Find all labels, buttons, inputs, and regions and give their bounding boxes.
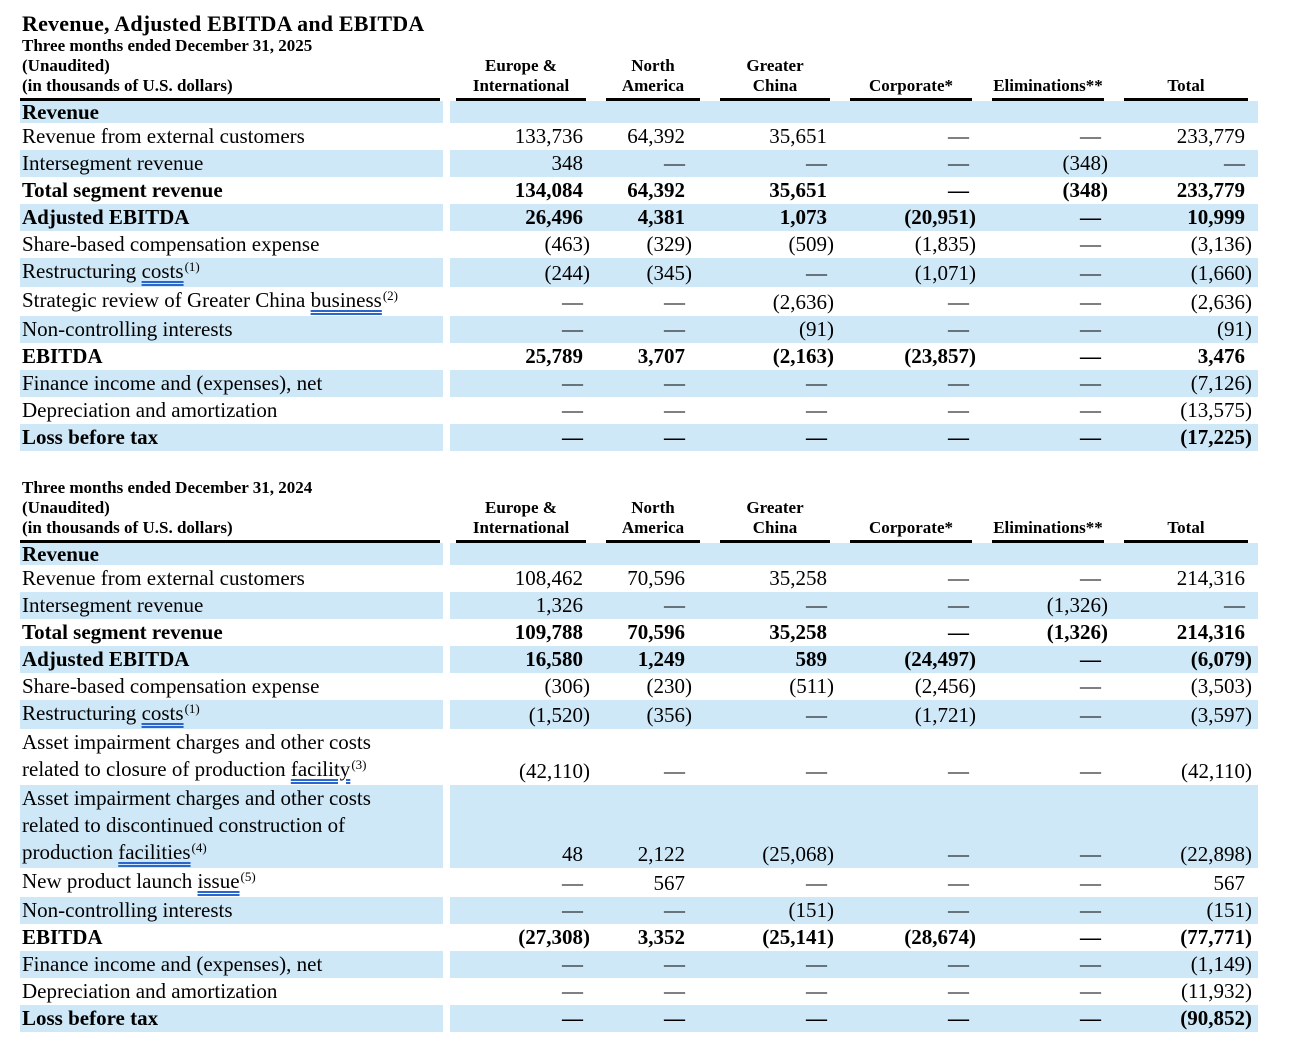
value-cell-corp: — — [840, 951, 982, 978]
value-cell-elim: — — [1080, 344, 1101, 368]
column-header-gc: Greater China — [710, 36, 840, 101]
value-cell-na: — — [664, 398, 685, 422]
value-cell-eu: 16,580 — [446, 646, 596, 673]
value-cell-elim: (1,326 ) — [1046, 620, 1108, 644]
value-cell-eu: — — [446, 897, 596, 924]
table-row — [20, 343, 1258, 370]
footnote-link[interactable]: facility — [290, 757, 351, 781]
row-label: Non-controlling interests — [20, 897, 446, 924]
report-title: Revenue, Adjusted EBITDA and EBITDA — [22, 11, 425, 36]
value-cell-elim: — — [982, 1005, 1114, 1032]
value-cell-tot: (7,126 ) — [1114, 370, 1258, 397]
value-cell-corp: — — [948, 178, 969, 202]
value-cell-na: 64,392 — [627, 124, 685, 148]
value-cell-elim: — — [982, 700, 1114, 729]
value-cell-gc: (2,636 ) — [772, 290, 834, 314]
column-header-na: North America — [596, 36, 710, 101]
row-label: Adjusted EBITDA — [20, 646, 446, 673]
table-row — [20, 397, 1258, 424]
value-cell-corp: — — [948, 124, 969, 148]
value-cell-gc: 1,073 — [710, 204, 840, 231]
value-cell-elim: — — [1080, 290, 1101, 314]
value-cell-eu: — — [446, 951, 596, 978]
table-row — [20, 729, 1258, 785]
header-row — [20, 36, 1258, 101]
value-cell-gc: 35,258 — [769, 620, 827, 644]
units-label: (in thousands of U.S. dollars) — [22, 76, 233, 95]
row-label: EBITDA — [22, 344, 103, 368]
value-cell-tot: (6,079 ) — [1114, 646, 1258, 673]
value-cell-corp: — — [948, 871, 969, 895]
segment-tables-container — [20, 36, 1278, 1032]
value-cell-eu: 109,788 — [446, 619, 596, 646]
row-label: Intersegment revenue — [20, 150, 446, 177]
value-cell-elim: — — [982, 951, 1114, 978]
value-cell-na: 64,392 — [627, 178, 685, 202]
value-cell-elim: — — [982, 646, 1114, 673]
value-cell-gc: — — [806, 979, 827, 1003]
value-cell-elim: — — [1080, 674, 1101, 698]
value-cell-na: — — [596, 897, 710, 924]
value-cell-eu: 1,326 — [446, 592, 596, 619]
value-cell-corp: — — [948, 979, 969, 1003]
value-cell-na: — — [596, 1005, 710, 1032]
value-cell-tot: (22,898 ) — [1114, 785, 1258, 868]
row-label: Non-controlling interests — [20, 316, 446, 343]
value-cell-tot: (1,149 ) — [1114, 951, 1258, 978]
value-cell-corp — [840, 543, 982, 565]
value-cell-na: — — [596, 592, 710, 619]
value-cell-eu: — — [446, 1005, 596, 1032]
table-row — [20, 619, 1258, 646]
value-cell-tot: — — [1114, 150, 1258, 177]
value-cell-na — [596, 543, 710, 565]
value-cell-corp: — — [948, 290, 969, 314]
value-cell-gc: — — [806, 398, 827, 422]
row-label: EBITDA — [22, 925, 103, 949]
value-cell-tot: (151 ) — [1114, 897, 1258, 924]
value-cell-tot: (3,503 ) — [1190, 674, 1252, 698]
segment-table-three-months-2025 — [20, 36, 1262, 451]
value-cell-tot: (42,110 ) — [1181, 759, 1252, 783]
column-header-na: North America — [596, 478, 710, 543]
row-label: Intersegment revenue — [20, 592, 446, 619]
column-header-eu: Europe & International — [446, 478, 596, 543]
value-cell-na: — — [596, 424, 710, 451]
value-cell-gc: 35,651 — [769, 124, 827, 148]
column-header-corp: Corporate* — [840, 36, 982, 101]
column-header-corp: Corporate* — [840, 478, 982, 543]
value-cell-tot — [1114, 543, 1258, 565]
value-cell-corp: — — [840, 897, 982, 924]
table-row — [20, 231, 1258, 258]
footnote-link[interactable]: business — [310, 288, 382, 312]
table-row — [20, 646, 1258, 673]
value-cell-eu: — — [446, 316, 596, 343]
value-cell-na: (356 ) — [596, 700, 710, 729]
value-cell-tot: (17,225 ) — [1114, 424, 1258, 451]
value-cell-corp: (24,497 ) — [840, 646, 982, 673]
value-cell-tot: 233,779 — [1176, 178, 1245, 202]
value-cell-elim: — — [982, 897, 1114, 924]
value-cell-tot: 233,779 — [1176, 124, 1245, 148]
value-cell-tot: 3,476 — [1197, 344, 1245, 368]
value-cell-gc: (91 ) — [710, 316, 840, 343]
value-cell-na: (230 ) — [646, 674, 692, 698]
table-row — [20, 868, 1258, 897]
value-cell-na: 567 — [653, 871, 685, 895]
table-row — [20, 1005, 1258, 1032]
value-cell-na: (329 ) — [646, 232, 692, 256]
value-cell-eu: — — [446, 424, 596, 451]
table-row — [20, 565, 1258, 592]
value-cell-tot: 214,316 — [1176, 620, 1245, 644]
footnote-ref: (5) — [240, 869, 256, 884]
value-cell-corp: (23,857 ) — [904, 344, 976, 368]
value-cell-corp: (28,674 ) — [904, 925, 976, 949]
table-row — [20, 951, 1258, 978]
value-cell-tot: (13,575 ) — [1180, 398, 1252, 422]
value-cell-elim: — — [982, 316, 1114, 343]
row-label: Revenue from external customers — [22, 124, 305, 148]
row-label: Share-based compensation expense — [22, 674, 320, 698]
value-cell-elim: (348 ) — [1062, 178, 1108, 202]
value-cell-gc: — — [710, 258, 840, 287]
row-label: Asset impairment charges and other costs related to closure of production facility$^{(3)}$ — [22, 730, 371, 781]
value-cell-gc: — — [710, 700, 840, 729]
column-header-elim: Eliminations** — [982, 478, 1114, 543]
value-cell-gc: — — [710, 370, 840, 397]
value-cell-eu: — — [446, 397, 596, 424]
value-cell-corp: — — [948, 566, 969, 590]
value-cell-elim: (348 ) — [982, 150, 1114, 177]
footnote-link[interactable]: issue — [197, 869, 240, 893]
table-row — [20, 673, 1258, 700]
value-cell-gc: — — [710, 592, 840, 619]
row-label: Asset impairment charges and other costs related to discontinued construction of production facilities$^{(4)}$ — [20, 785, 446, 868]
row-label: Loss before tax — [20, 424, 446, 451]
value-cell-eu: 26,496 — [446, 204, 596, 231]
row-label: Adjusted EBITDA — [20, 204, 446, 231]
table-row — [20, 204, 1258, 231]
value-cell-elim: — — [982, 370, 1114, 397]
value-cell-elim: — — [1080, 566, 1101, 590]
value-cell-elim: — — [1080, 124, 1101, 148]
value-cell-na: 4,381 — [596, 204, 710, 231]
value-cell-na: — — [596, 316, 710, 343]
table-row — [20, 700, 1258, 729]
value-cell-corp: (20,951 ) — [840, 204, 982, 231]
value-cell-elim: — — [1080, 925, 1101, 949]
value-cell-elim: (1,326 ) — [982, 592, 1114, 619]
value-cell-eu: (463 ) — [446, 231, 596, 258]
value-cell-tot: (3,136 ) — [1190, 232, 1252, 256]
value-cell-gc: (511 ) — [789, 674, 834, 698]
value-cell-eu: 133,736 — [446, 123, 596, 150]
value-cell-corp — [840, 101, 982, 123]
footnote-link[interactable]: facilities — [118, 840, 191, 864]
value-cell-elim: — — [1080, 398, 1101, 422]
value-cell-na: — — [664, 759, 685, 783]
value-cell-tot: (3,597 ) — [1114, 700, 1258, 729]
value-cell-tot — [1114, 101, 1258, 123]
row-label: Total segment revenue — [22, 178, 223, 202]
footnote-link[interactable]: costs — [141, 259, 184, 283]
value-cell-tot: — — [1114, 592, 1258, 619]
table-row — [20, 897, 1258, 924]
value-cell-corp: — — [840, 424, 982, 451]
value-cell-na: 2,122 — [596, 785, 710, 868]
value-cell-na: 70,596 — [627, 620, 685, 644]
value-cell-eu: (42,110 ) — [446, 729, 596, 785]
value-cell-gc: — — [806, 871, 827, 895]
value-cell-eu: 134,084 — [446, 177, 596, 204]
value-cell-tot: (2,636 ) — [1190, 290, 1252, 314]
section-row — [20, 543, 1258, 565]
row-label: Revenue — [20, 101, 446, 123]
value-cell-gc: (25,068 ) — [710, 785, 840, 868]
table-row — [20, 424, 1258, 451]
table-row — [20, 123, 1258, 150]
value-cell-na — [596, 101, 710, 123]
table-row — [20, 316, 1258, 343]
row-label: Total segment revenue — [22, 620, 223, 644]
value-cell-eu: (1,520 ) — [446, 700, 596, 729]
value-cell-eu: — — [446, 978, 596, 1005]
row-label: Depreciation and amortization — [22, 979, 278, 1003]
value-cell-elim: — — [982, 258, 1114, 287]
value-cell-na: — — [664, 290, 685, 314]
value-cell-gc — [710, 101, 840, 123]
value-cell-corp: — — [840, 316, 982, 343]
row-label: Strategic review of Greater China business$^{(2)}$ — [22, 288, 398, 312]
footnote-ref: (1) — [184, 701, 200, 716]
footnote-link[interactable]: costs — [141, 701, 184, 725]
value-cell-eu: (306 ) — [446, 673, 596, 700]
row-label-header — [20, 36, 446, 101]
header-row — [20, 478, 1258, 543]
value-cell-elim: — — [1080, 871, 1101, 895]
table-row — [20, 785, 1258, 868]
column-header-eu: Europe & International — [446, 36, 596, 101]
column-header-elim: Eliminations** — [982, 36, 1114, 101]
value-cell-corp: (1,071 ) — [840, 258, 982, 287]
table-row — [20, 592, 1258, 619]
value-cell-tot: (11,932 ) — [1181, 979, 1252, 1003]
value-cell-tot: (77,771 ) — [1180, 925, 1252, 949]
value-cell-gc: — — [710, 1005, 840, 1032]
value-cell-corp: — — [840, 370, 982, 397]
table-row — [20, 924, 1258, 951]
segment-table-three-months-2024 — [20, 478, 1262, 1032]
value-cell-gc: — — [806, 759, 827, 783]
units-label: (in thousands of U.S. dollars) — [22, 518, 233, 537]
table-row — [20, 287, 1258, 316]
value-cell-eu: 48 — [446, 785, 596, 868]
row-label: Revenue — [20, 543, 446, 565]
value-cell-eu: 348 — [446, 150, 596, 177]
footnote-ref: (4) — [191, 840, 207, 855]
value-cell-gc — [710, 543, 840, 565]
value-cell-gc: (2,163 ) — [772, 344, 834, 368]
value-cell-corp: — — [840, 785, 982, 868]
value-cell-gc: (25,141 ) — [762, 925, 834, 949]
value-cell-gc: (509 ) — [788, 232, 834, 256]
table-row — [20, 177, 1258, 204]
value-cell-corp: (1,835 ) — [914, 232, 976, 256]
value-cell-na: — — [596, 951, 710, 978]
value-cell-eu — [446, 543, 596, 565]
row-label: Loss before tax — [20, 1005, 446, 1032]
value-cell-eu: — — [446, 287, 596, 316]
row-label: Restructuring costs$^{(1)}$ — [20, 258, 446, 287]
value-cell-na: 1,249 — [596, 646, 710, 673]
value-cell-tot: (1,660 ) — [1114, 258, 1258, 287]
value-cell-na: — — [664, 979, 685, 1003]
value-cell-eu: (27,308 ) — [446, 924, 596, 951]
value-cell-na: 3,707 — [637, 344, 685, 368]
value-cell-gc: (151 ) — [710, 897, 840, 924]
value-cell-corp: — — [840, 1005, 982, 1032]
row-label: Finance income and (expenses), net — [20, 951, 446, 978]
value-cell-elim: — — [982, 424, 1114, 451]
value-cell-na: — — [596, 370, 710, 397]
value-cell-corp: — — [948, 398, 969, 422]
value-cell-gc: 35,651 — [769, 178, 827, 202]
value-cell-tot: 567 — [1213, 871, 1245, 895]
row-label: Revenue from external customers — [22, 566, 305, 590]
value-cell-corp: — — [840, 592, 982, 619]
value-cell-na: (345 ) — [596, 258, 710, 287]
unaudited-label: (Unaudited) — [22, 56, 110, 75]
value-cell-corp: — — [948, 759, 969, 783]
row-label: Share-based compensation expense — [22, 232, 320, 256]
value-cell-tot: (90,852 ) — [1114, 1005, 1258, 1032]
value-cell-elim: — — [982, 204, 1114, 231]
value-cell-elim: — — [1080, 759, 1101, 783]
value-cell-na: 3,352 — [637, 925, 685, 949]
value-cell-eu: — — [446, 370, 596, 397]
value-cell-elim: — — [982, 785, 1114, 868]
table-row — [20, 150, 1258, 177]
section-row — [20, 101, 1258, 123]
unaudited-label: (Unaudited) — [22, 498, 110, 517]
column-header-tot: Total — [1114, 36, 1258, 101]
value-cell-gc: 589 — [710, 646, 840, 673]
table-row — [20, 978, 1258, 1005]
value-cell-elim — [982, 101, 1114, 123]
value-cell-gc: — — [710, 150, 840, 177]
row-label: New product launch issue$^{(5)}$ — [22, 869, 256, 893]
column-header-tot: Total — [1114, 478, 1258, 543]
value-cell-elim: — — [1080, 979, 1101, 1003]
value-cell-tot: (91 ) — [1114, 316, 1258, 343]
table-row — [20, 258, 1258, 287]
value-cell-eu: 25,789 — [446, 343, 596, 370]
value-cell-corp: — — [948, 620, 969, 644]
row-label-header — [20, 478, 446, 543]
value-cell-elim: — — [1080, 232, 1101, 256]
value-cell-eu — [446, 101, 596, 123]
value-cell-na: — — [596, 150, 710, 177]
row-label: Finance income and (expenses), net — [20, 370, 446, 397]
period-label: Three months ended December 31, 2025 — [22, 36, 313, 55]
value-cell-elim — [982, 543, 1114, 565]
value-cell-eu: 108,462 — [446, 565, 596, 592]
row-label: Depreciation and amortization — [22, 398, 278, 422]
table-row — [20, 370, 1258, 397]
value-cell-corp: — — [840, 150, 982, 177]
value-cell-gc: — — [710, 951, 840, 978]
period-label: Three months ended December 31, 2024 — [22, 478, 313, 497]
value-cell-gc: — — [710, 424, 840, 451]
value-cell-na: 70,596 — [627, 566, 685, 590]
value-cell-corp: (1,721 ) — [840, 700, 982, 729]
value-cell-tot: 10,999 — [1114, 204, 1258, 231]
row-label: Restructuring costs$^{(1)}$ — [20, 700, 446, 729]
value-cell-gc: 35,258 — [769, 566, 827, 590]
value-cell-corp: (2,456 ) — [914, 674, 976, 698]
footnote-ref: (2) — [382, 288, 398, 303]
column-header-gc: Greater China — [710, 478, 840, 543]
value-cell-eu: (244 ) — [446, 258, 596, 287]
footnote-ref: (1) — [184, 259, 200, 274]
value-cell-eu: — — [446, 868, 596, 897]
value-cell-tot: 214,316 — [1176, 566, 1245, 590]
footnote-ref: (3) — [351, 757, 367, 772]
